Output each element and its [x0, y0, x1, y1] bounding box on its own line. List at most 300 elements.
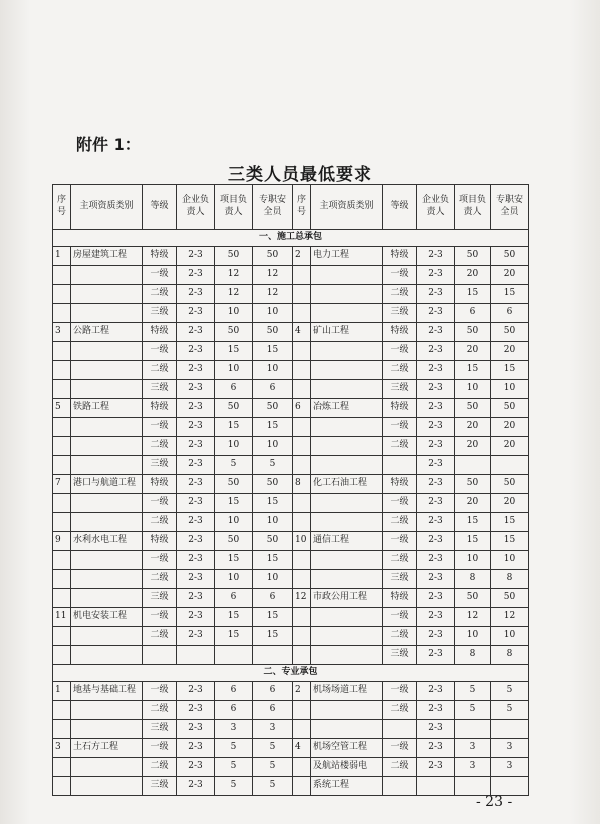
table-cell: 二级	[383, 701, 417, 720]
table-cell	[293, 720, 311, 739]
table-row	[53, 247, 529, 266]
table-cell	[53, 342, 71, 361]
table-cell: 50	[455, 399, 491, 418]
table-cell	[71, 361, 143, 380]
table-cell: 50	[455, 247, 491, 266]
table-cell: 5	[253, 777, 293, 796]
header-safety-right: 专职安全员	[491, 185, 529, 230]
table-cell: 15	[491, 513, 529, 532]
table-row	[53, 682, 529, 701]
table-row	[53, 570, 529, 589]
table-row	[53, 361, 529, 380]
table-cell	[71, 758, 143, 777]
table-cell	[53, 285, 71, 304]
header-grade: 等级	[143, 185, 177, 230]
table-cell: 12	[215, 285, 253, 304]
header-project: 项目负责人	[215, 185, 253, 230]
table-cell	[293, 701, 311, 720]
table-cell: 机场场道工程	[311, 682, 383, 701]
table-cell: 6	[215, 380, 253, 399]
table-cell: 6	[253, 701, 293, 720]
table-cell	[311, 285, 383, 304]
table-cell: 3	[455, 739, 491, 758]
table-cell: 20	[455, 494, 491, 513]
table-cell: 三级	[143, 777, 177, 796]
table-cell	[53, 570, 71, 589]
table-cell: 2-3	[417, 551, 455, 570]
table-cell: 一级	[143, 418, 177, 437]
table-cell: 地基与基础工程	[71, 682, 143, 701]
table-cell	[71, 646, 143, 665]
table-cell: 2-3	[177, 682, 215, 701]
table-cell: 2-3	[177, 266, 215, 285]
table-cell: 二级	[143, 701, 177, 720]
table-cell	[143, 646, 177, 665]
table-row	[53, 532, 529, 551]
table-cell: 2-3	[177, 720, 215, 739]
table-cell: 10	[293, 532, 311, 551]
table-cell: 二级	[143, 513, 177, 532]
table-cell: 一级	[143, 551, 177, 570]
attachment-label: 附件 1：	[76, 135, 141, 154]
table-cell: 2-3	[177, 627, 215, 646]
table-cell	[293, 513, 311, 532]
table-cell	[53, 304, 71, 323]
table-cell: 10	[253, 361, 293, 380]
header-type: 主项资质类别	[71, 185, 143, 230]
table-cell: 6	[253, 589, 293, 608]
table-cell	[71, 456, 143, 475]
table-cell: 5	[455, 701, 491, 720]
table-cell: 房屋建筑工程	[71, 247, 143, 266]
table-cell: 10	[455, 551, 491, 570]
table-row	[53, 627, 529, 646]
table-cell: 15	[215, 418, 253, 437]
table-cell: 二级	[143, 285, 177, 304]
table-cell: 二级	[143, 627, 177, 646]
table-cell: 二级	[383, 513, 417, 532]
table-cell: 2-3	[417, 247, 455, 266]
table-cell: 7	[53, 475, 71, 494]
header-row	[53, 185, 529, 230]
table-cell: 通信工程	[311, 532, 383, 551]
table-cell: 港口与航道工程	[71, 475, 143, 494]
table-cell: 50	[253, 323, 293, 342]
table-cell	[53, 627, 71, 646]
table-cell: 化工石油工程	[311, 475, 383, 494]
table-cell: 二级	[383, 551, 417, 570]
table-cell	[311, 646, 383, 665]
section-title-general: 一、施工总承包	[53, 230, 529, 247]
table-cell	[311, 456, 383, 475]
table-cell: 12	[253, 285, 293, 304]
table-cell: 2-3	[177, 304, 215, 323]
table-cell: 2-3	[177, 456, 215, 475]
table-cell: 2-3	[177, 739, 215, 758]
table-cell: 一级	[143, 608, 177, 627]
table-cell: 6	[253, 682, 293, 701]
table-cell: 一级	[383, 532, 417, 551]
table-cell: 15	[491, 532, 529, 551]
table-cell: 5	[53, 399, 71, 418]
table-cell: 一级	[383, 494, 417, 513]
table-cell: 50	[215, 475, 253, 494]
table-cell: 二级	[143, 437, 177, 456]
table-cell: 10	[253, 304, 293, 323]
table-cell: 2-3	[417, 285, 455, 304]
table-cell: 二级	[143, 570, 177, 589]
table-cell	[71, 570, 143, 589]
table-cell	[71, 777, 143, 796]
table-cell: 15	[253, 494, 293, 513]
table-cell: 5	[491, 701, 529, 720]
table-cell: 6	[293, 399, 311, 418]
table-cell: 一级	[383, 418, 417, 437]
table-cell	[71, 418, 143, 437]
table-cell	[311, 304, 383, 323]
table-cell: 系统工程	[311, 777, 383, 796]
table-cell: 2-3	[177, 418, 215, 437]
table-cell: 50	[253, 475, 293, 494]
table-cell: 20	[491, 418, 529, 437]
table-cell	[293, 570, 311, 589]
table-cell: 5	[253, 758, 293, 777]
table-cell	[311, 361, 383, 380]
table-cell	[455, 720, 491, 739]
table-cell: 铁路工程	[71, 399, 143, 418]
table-cell: 20	[455, 418, 491, 437]
table-cell: 特级	[143, 532, 177, 551]
table-cell: 2-3	[177, 777, 215, 796]
table-cell: 50	[215, 323, 253, 342]
table-cell	[293, 494, 311, 513]
section-row	[53, 665, 529, 682]
table-cell	[53, 513, 71, 532]
table-cell	[491, 456, 529, 475]
table-cell: 2-3	[177, 532, 215, 551]
table-row	[53, 701, 529, 720]
table-cell	[293, 627, 311, 646]
table-cell	[491, 777, 529, 796]
table-cell: 水利水电工程	[71, 532, 143, 551]
table-row	[53, 475, 529, 494]
table-cell: 50	[253, 247, 293, 266]
table-row	[53, 758, 529, 777]
table-row	[53, 777, 529, 796]
table-cell: 5	[215, 777, 253, 796]
table-cell: 2-3	[177, 323, 215, 342]
table-cell: 6	[215, 701, 253, 720]
table-cell	[417, 777, 455, 796]
table-cell	[71, 285, 143, 304]
table-cell: 10	[455, 627, 491, 646]
table-cell: 50	[215, 247, 253, 266]
table-cell: 三级	[143, 304, 177, 323]
table-cell	[293, 380, 311, 399]
table-cell: 10	[491, 380, 529, 399]
table-cell: 6	[455, 304, 491, 323]
table-cell: 及航站楼弱电	[311, 758, 383, 777]
table-cell	[293, 304, 311, 323]
table-cell: 2-3	[177, 475, 215, 494]
table-cell: 一级	[383, 342, 417, 361]
table-cell: 12	[293, 589, 311, 608]
table-cell	[293, 418, 311, 437]
table-cell: 土石方工程	[71, 739, 143, 758]
table-cell: 机场空管工程	[311, 739, 383, 758]
table-cell: 三级	[383, 646, 417, 665]
table-cell: 冶炼工程	[311, 399, 383, 418]
table-cell: 2-3	[417, 758, 455, 777]
table-cell: 特级	[143, 475, 177, 494]
table-row	[53, 418, 529, 437]
table-cell: 2-3	[417, 475, 455, 494]
table-cell	[293, 285, 311, 304]
table-cell: 20	[491, 437, 529, 456]
table-cell: 一级	[143, 266, 177, 285]
table-cell	[311, 627, 383, 646]
table-cell	[311, 701, 383, 720]
table-cell: 一级	[143, 494, 177, 513]
table-cell	[311, 494, 383, 513]
table-cell: 2-3	[417, 456, 455, 475]
table-cell: 2-3	[177, 342, 215, 361]
table-cell: 特级	[143, 323, 177, 342]
table-row	[53, 646, 529, 665]
table-cell	[53, 266, 71, 285]
table-cell	[293, 646, 311, 665]
table-cell: 50	[491, 589, 529, 608]
table-cell: 50	[455, 323, 491, 342]
table-cell	[53, 758, 71, 777]
table-cell: 2-3	[417, 266, 455, 285]
table-cell: 1	[53, 247, 71, 266]
header-seq-right: 序号	[293, 185, 311, 230]
table-cell: 公路工程	[71, 323, 143, 342]
table-row	[53, 285, 529, 304]
table-cell: 3	[215, 720, 253, 739]
table-cell	[71, 627, 143, 646]
header-enterprise: 企业负责人	[177, 185, 215, 230]
table-cell: 2-3	[177, 570, 215, 589]
table-cell: 10	[253, 570, 293, 589]
table-cell: 2	[293, 682, 311, 701]
table-cell: 2-3	[417, 399, 455, 418]
table-cell: 15	[253, 418, 293, 437]
table-cell: 20	[455, 266, 491, 285]
table-cell: 一级	[383, 682, 417, 701]
table-cell: 2-3	[417, 570, 455, 589]
table-cell: 机电安装工程	[71, 608, 143, 627]
table-cell: 50	[253, 399, 293, 418]
table-cell: 一级	[383, 266, 417, 285]
table-cell	[53, 777, 71, 796]
table-cell: 10	[455, 380, 491, 399]
table-cell: 2-3	[177, 608, 215, 627]
table-cell: 一级	[143, 342, 177, 361]
table-row	[53, 399, 529, 418]
table-cell: 2-3	[417, 739, 455, 758]
table-cell	[71, 589, 143, 608]
table-cell	[71, 342, 143, 361]
table-cell: 2-3	[417, 342, 455, 361]
table-cell: 2-3	[177, 758, 215, 777]
table-cell	[311, 437, 383, 456]
table-cell: 二级	[383, 437, 417, 456]
table-cell: 三级	[383, 304, 417, 323]
table-cell: 50	[491, 247, 529, 266]
table-cell	[293, 342, 311, 361]
table-row	[53, 551, 529, 570]
table-cell	[53, 456, 71, 475]
table-cell: 4	[293, 323, 311, 342]
table-cell	[253, 646, 293, 665]
table-row	[53, 437, 529, 456]
table-cell: 三级	[383, 380, 417, 399]
table-cell	[311, 608, 383, 627]
table-cell: 15	[253, 551, 293, 570]
table-cell: 15	[455, 285, 491, 304]
table-cell	[71, 380, 143, 399]
table-cell: 二级	[143, 758, 177, 777]
table-cell: 2-3	[417, 532, 455, 551]
table-cell	[71, 720, 143, 739]
table-cell: 3	[53, 739, 71, 758]
table-cell: 20	[491, 266, 529, 285]
table-cell	[311, 720, 383, 739]
table-cell	[53, 646, 71, 665]
table-cell: 三级	[143, 456, 177, 475]
table-cell	[71, 513, 143, 532]
table-cell	[53, 418, 71, 437]
table-cell: 矿山工程	[311, 323, 383, 342]
table-cell	[311, 418, 383, 437]
table-cell: 二级	[143, 361, 177, 380]
table-cell: 10	[215, 304, 253, 323]
table-cell	[455, 777, 491, 796]
table-cell	[71, 437, 143, 456]
table-cell: 2-3	[177, 247, 215, 266]
table-cell	[311, 342, 383, 361]
table-cell: 20	[455, 437, 491, 456]
table-cell: 10	[253, 437, 293, 456]
table-cell	[177, 646, 215, 665]
table-cell: 二级	[383, 758, 417, 777]
table-row	[53, 513, 529, 532]
requirements-table	[52, 184, 529, 796]
table-cell: 2-3	[177, 551, 215, 570]
table-cell: 15	[215, 551, 253, 570]
table-cell: 10	[491, 627, 529, 646]
table-cell	[71, 266, 143, 285]
table-cell: 6	[491, 304, 529, 323]
table-cell: 2-3	[177, 513, 215, 532]
table-cell	[53, 589, 71, 608]
table-cell: 三级	[143, 589, 177, 608]
table-cell: 一级	[383, 739, 417, 758]
table-cell	[53, 701, 71, 720]
table-cell: 2-3	[177, 399, 215, 418]
table-cell: 1	[53, 682, 71, 701]
table-cell: 15	[253, 627, 293, 646]
table-cell: 特级	[383, 475, 417, 494]
table-row	[53, 720, 529, 739]
table-cell: 2-3	[417, 701, 455, 720]
table-cell: 8	[455, 570, 491, 589]
table-cell: 特级	[143, 399, 177, 418]
table-cell	[455, 456, 491, 475]
table-cell: 2-3	[417, 720, 455, 739]
table-cell: 2-3	[177, 437, 215, 456]
table-cell: 50	[455, 475, 491, 494]
table-cell	[311, 570, 383, 589]
table-cell: 3	[253, 720, 293, 739]
table-cell: 三级	[143, 380, 177, 399]
table-cell: 2-3	[417, 494, 455, 513]
table-cell: 2-3	[417, 608, 455, 627]
table-cell: 5	[215, 456, 253, 475]
table-cell: 3	[491, 739, 529, 758]
table-cell: 4	[293, 739, 311, 758]
table-cell: 3	[455, 758, 491, 777]
table-cell: 10	[215, 570, 253, 589]
table-cell: 15	[491, 361, 529, 380]
table-cell: 2-3	[417, 361, 455, 380]
table-cell: 12	[491, 608, 529, 627]
table-cell: 特级	[143, 247, 177, 266]
table-cell: 12	[215, 266, 253, 285]
table-cell: 2-3	[417, 437, 455, 456]
table-cell: 15	[253, 342, 293, 361]
table-cell: 20	[491, 342, 529, 361]
table-cell: 10	[491, 551, 529, 570]
table-cell	[53, 494, 71, 513]
table-cell	[53, 361, 71, 380]
table-cell: 5	[455, 682, 491, 701]
table-cell: 6	[215, 682, 253, 701]
table-cell: 10	[215, 513, 253, 532]
header-seq: 序号	[53, 185, 71, 230]
header-grade-right: 等级	[383, 185, 417, 230]
table-cell: 10	[253, 513, 293, 532]
table-row	[53, 304, 529, 323]
header-project-right: 项目负责人	[455, 185, 491, 230]
table-cell	[383, 456, 417, 475]
table-cell	[71, 701, 143, 720]
table-cell: 一级	[143, 739, 177, 758]
header-type-right: 主项资质类别	[311, 185, 383, 230]
table-cell: 6	[253, 380, 293, 399]
table-cell: 12	[253, 266, 293, 285]
table-cell: 3	[491, 758, 529, 777]
table-cell	[383, 777, 417, 796]
table-cell: 9	[53, 532, 71, 551]
table-cell: 2-3	[177, 494, 215, 513]
table-cell: 15	[215, 342, 253, 361]
table-cell: 8	[491, 570, 529, 589]
table-cell: 20	[455, 342, 491, 361]
table-cell: 2-3	[177, 285, 215, 304]
table-cell: 15	[455, 532, 491, 551]
table-cell: 二级	[383, 627, 417, 646]
table-cell	[71, 494, 143, 513]
table-cell: 2-3	[417, 627, 455, 646]
table-cell: 2-3	[417, 323, 455, 342]
table-cell: 三级	[143, 720, 177, 739]
table-cell: 50	[455, 589, 491, 608]
table-cell: 2-3	[177, 701, 215, 720]
table-cell: 5	[491, 682, 529, 701]
